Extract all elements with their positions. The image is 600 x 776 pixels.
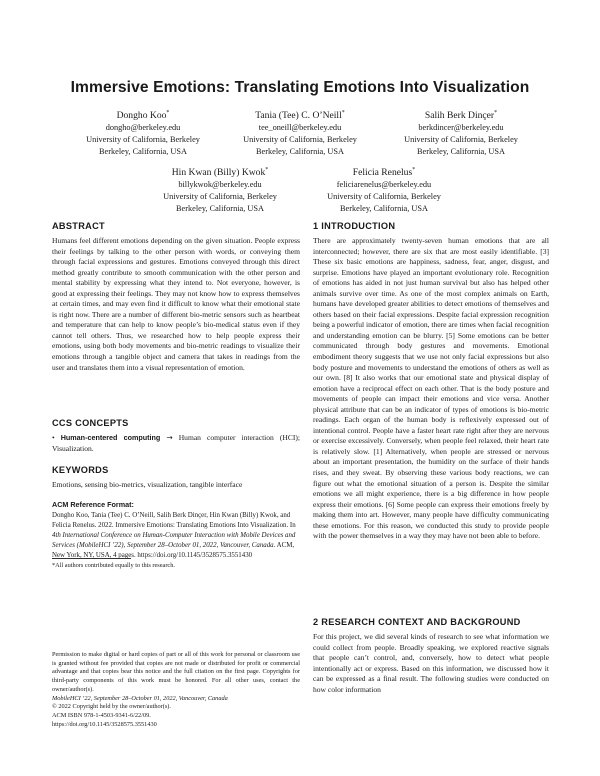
paper-title: Immersive Emotions: Translating Emotions Into Visualization [70, 79, 530, 96]
author-location: Berkeley, California, USA [176, 204, 264, 214]
author-location: Berkeley, California, USA [340, 204, 428, 214]
permission-text: Permission to make digital or hard copies of part or all of this work for personal or classroom use is granted without fee provided that copies are not made or distributed for profit or commercial advantage and that copies bear this notice and the full citation on the first page. Copyrights for third-party components of this work must be honored. For all other uses, contact the owner/author(s). [52, 651, 300, 693]
acm-reference: ACM Reference Format: Dongho Koo, Tania (Tee) C. O’Neill, Salih Berk Dinçer, Hin Kwan (Billy) Kwok, and Felicia Renelus. 2022. Immersive Emotions: Translating Emotions Into Visualization. In 4th International Conference on Human-Computer Interaction with Mobile Devices and Services (MobileHCI ’22), September 28–October 01, 2022, Vancouver, Canada. ACM, New York, NY, USA, 4 pages. https://doi.org/10.1145/3528575.3551430 [52, 500, 296, 559]
footnote-rule [52, 558, 131, 559]
author-block [145, 164, 295, 215]
permission-doi: https://doi.org/10.1145/3528575.3551430 [52, 720, 157, 728]
abstract-heading: ABSTRACT [52, 221, 105, 231]
author-email: dongho@berkeley.edu [105, 123, 181, 133]
permission-isbn: ACM ISBN 978-1-4503-9341-6/22/09. [52, 711, 151, 719]
keywords-text: Emotions, sensing bio-metrics, visualization, tangible interface [52, 480, 243, 489]
author-location: Berkeley, California, USA [256, 147, 344, 157]
section-1-text: There are approximately twenty-seven human emotions that are all interconnected; however, there are six that are most easily identifiable. [3] These six basic emotions are happiness, sadness, fear, anger, disgust, and surprise. Emotions have played an important evolutionary role. Recognition of emotions has aided in not just human survival but also has helped other animals survive over time. As one of the most complex animals on Earth, humans have developed greater abilities to detect emotions of themselves and others based on their facial expressions. Despite facial expression recognition being a powerful indicator of emotion, there are times when facial recognition and understanding emotion can be blurry. [5] Some emotions can be better communicated through body gestures and movements. Emotional embodiment theory suggests that we use not only facial expressions but also body posture and movements to understand the emotions of others as well as our own. [8] It also works that our emotional state and physical display of emotion have a reciprocal effect on each other. That is the body posture and movements of people can impact their emotions and vice versa. Another physical attribute that can be an indicator of types of emotions is bio-metric readings. Each organ of the human body is reflexively expressed out of intentional control. People have a faster heart rate right after they are nervous or exercise excessively. Conversely, when people feel relaxed, their heart rate is relatively slow. [1] Alternatively, when people are stressed or nervous about an important presentation, the humidity on the surface of their hands rises, and they sweat. By observing these various body reactions, we can figure out what the emotional situation of a person is. Despite the similar emotions we all might experience, there is a big difference in how people express their emotions. [6] Some people can express their emotions freely by making them into art. However, many people have difficulty communicating these emotions. For this reason, we conducted this study to provide people with the power themselves in a way they may have not been able to before. [313, 236, 549, 541]
section-2-heading: 2 RESEARCH CONTEXT AND BACKGROUND [313, 617, 521, 627]
abstract-text: Humans feel different emotions depending on the given situation. People express their feelings by talking to the other person with words, or conveying them through facial expressions and gestures. Emotions conveyed through this direct method greatly contribute to smooth communication with the other person and mental stability by expressing what they intend to. Not everyone, however, is good at expressing their feelings. They may not know how to express themselves at certain times, and may even find it difficult to know what their emotional state is right now. There are a number of different bio-metric sensors such as heartbeat and temperature that can help to know people’s bio-medical status even if they cannot tell others. Thus, we researched how to help people express their emotions, using both body movements and bio-metric readings to visualize their emotions through a tangible object and camera that takes in readings from the user and translates them into a visual representation of emotion. [52, 236, 300, 372]
author-affiliation: University of California, Berkeley [327, 192, 441, 202]
author-name: Felicia Renelus* [352, 167, 416, 179]
author-location: Berkeley, California, USA [417, 147, 505, 157]
author-email: berkdincer@berkeley.edu [418, 123, 504, 133]
author-name: Salih Berk Dinçer* [424, 110, 498, 122]
author-name: Dongho Koo* [116, 110, 170, 122]
author-affiliation: University of California, Berkeley [243, 135, 357, 145]
author-email: billykwok@berkeley.edu [178, 180, 262, 190]
permission-block [52, 651, 300, 729]
author-affiliation: University of California, Berkeley [86, 135, 200, 145]
permission-copyright: © 2022 Copyright held by the owner/author(s). [52, 703, 171, 711]
author-block [68, 107, 218, 158]
permission-venue: MobileHCI ’22, September 28–October 01, 2022, Vancouver, Canada [52, 694, 228, 702]
author-name: Hin Kwan (Billy) Kwok* [171, 167, 269, 179]
author-affiliation: University of California, Berkeley [404, 135, 518, 145]
author-email: feliciarenelus@berkeley.edu [336, 180, 432, 190]
keywords-heading: KEYWORDS [52, 465, 109, 475]
ccs-text: • Human-centered computing → Human computer interaction (HCI); Visualization. [52, 433, 300, 453]
author-block [222, 107, 378, 158]
author-affiliation: University of California, Berkeley [163, 192, 277, 202]
ccs-heading: CCS CONCEPTS [52, 418, 129, 428]
author-block [386, 107, 536, 158]
author-name: Tania (Tee) C. O’Neill* [255, 110, 345, 122]
section-2-text: For this project, we did several kinds of research to see what information we could collect from people. Broadly speaking, we explored reactive signals that people can’t control, and, conversely, how to detect what people intentionally act or express. Based on this information, we discussed how it can be expressed as a final result. The following studies were conducted on how color information [313, 632, 549, 694]
author-block [309, 164, 459, 215]
author-location: Berkeley, California, USA [99, 147, 187, 157]
section-1-heading: 1 INTRODUCTION [313, 221, 396, 231]
author-email: tee_oneill@berkeley.edu [258, 123, 342, 133]
footnote: *All authors contributed equally to this research. [52, 562, 175, 569]
